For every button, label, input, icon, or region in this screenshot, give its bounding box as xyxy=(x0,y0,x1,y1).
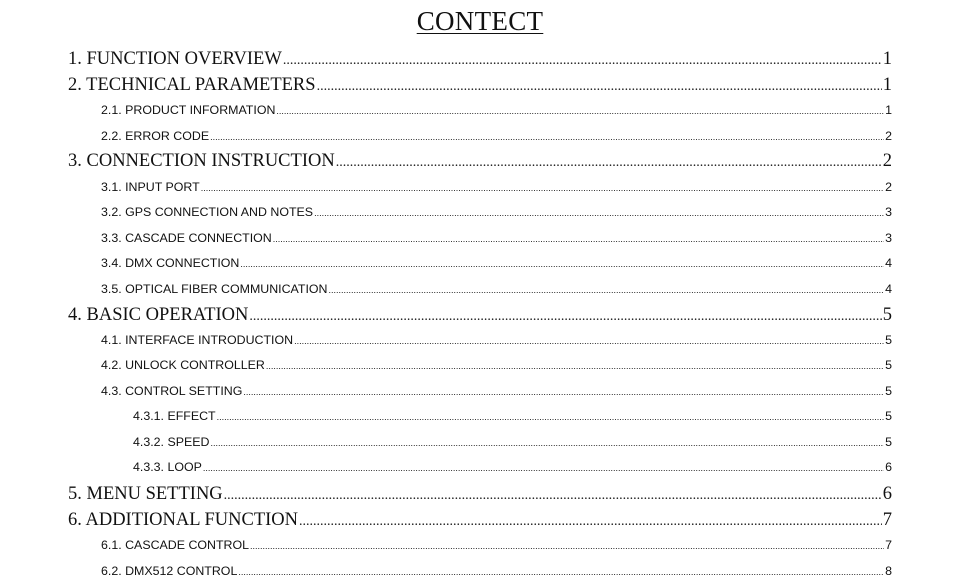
toc-page-number: 4 xyxy=(885,256,892,270)
dot-leader xyxy=(314,204,884,221)
toc-entry-label: 1. FUNCTION OVERVIEW xyxy=(68,49,282,69)
toc-page-number: 8 xyxy=(885,564,892,578)
toc-entry-label: 3.4. DMX CONNECTION xyxy=(101,256,240,270)
dot-leader xyxy=(266,357,884,374)
dot-leader xyxy=(273,230,884,247)
dot-leader xyxy=(329,281,885,298)
toc-entry-5[interactable] xyxy=(68,483,892,505)
page-title: CONTECT xyxy=(416,6,544,36)
toc-entry-label: 5. MENU SETTING xyxy=(68,484,223,504)
toc-page-number: 5 xyxy=(885,435,892,449)
toc-entry-label: 4.2. UNLOCK CONTROLLER xyxy=(101,358,265,372)
toc-entry-2-1[interactable] xyxy=(101,101,892,119)
toc-page-number: 1 xyxy=(882,49,892,69)
toc-entry-label: 6.1. CASCADE CONTROL xyxy=(101,538,250,552)
toc-entry-label: 3.5. OPTICAL FIBER COMMUNICATION xyxy=(101,282,328,296)
dot-leader xyxy=(317,76,882,96)
toc-entry-3-3[interactable] xyxy=(101,229,892,247)
dot-leader xyxy=(217,408,884,425)
toc-entry-label: 3.2. GPS CONNECTION AND NOTES xyxy=(101,205,314,219)
dot-leader xyxy=(240,255,884,272)
toc-entry-label: 4.3.1. EFFECT xyxy=(133,409,216,423)
toc-entry-6-2[interactable] xyxy=(101,562,892,580)
toc-entry-3[interactable] xyxy=(68,150,892,172)
toc-page-number: 1 xyxy=(882,75,892,95)
toc-entry-2[interactable] xyxy=(68,74,892,96)
toc-entry-3-2[interactable] xyxy=(101,203,892,221)
toc-entry-label: 3.3. CASCADE CONNECTION xyxy=(101,231,272,245)
toc-entry-label: 4.3. CONTROL SETTING xyxy=(101,384,243,398)
toc-page-number: 2 xyxy=(885,129,892,143)
dot-leader xyxy=(201,179,884,196)
toc-page-number: 7 xyxy=(885,538,892,552)
dot-leader xyxy=(276,102,884,119)
dot-leader xyxy=(210,128,884,145)
dot-leader xyxy=(203,459,884,476)
dot-leader xyxy=(336,152,882,172)
toc-entry-label: 4.1. INTERFACE INTRODUCTION xyxy=(101,333,294,347)
toc-entry-3-4[interactable] xyxy=(101,254,892,272)
toc-page-number: 6 xyxy=(882,484,892,504)
toc-entry-4-2[interactable] xyxy=(101,356,892,374)
toc-entry-label: 2.2. ERROR CODE xyxy=(101,129,210,143)
toc-page-number: 5 xyxy=(885,333,892,347)
toc-page-number: 1 xyxy=(885,103,892,117)
toc-entry-label: 6.2. DMX512 CONTROL xyxy=(101,564,238,578)
dot-leader xyxy=(224,485,882,505)
toc-page-number: 5 xyxy=(882,305,892,325)
toc-page-number: 5 xyxy=(885,384,892,398)
toc-entry-label: 6. ADDITIONAL FUNCTION xyxy=(68,510,299,530)
toc-entry-4-3-3[interactable] xyxy=(133,458,892,476)
toc-page-number: 7 xyxy=(882,510,892,530)
toc-page-number: 6 xyxy=(885,460,892,474)
toc-page-number: 3 xyxy=(885,231,892,245)
toc-entry-label: 4.3.2. SPEED xyxy=(133,435,210,449)
toc-entry-label: 2.1. PRODUCT INFORMATION xyxy=(101,103,276,117)
toc-entry-label: 3.1. INPUT PORT xyxy=(101,180,200,194)
dot-leader xyxy=(249,306,881,326)
toc-entry-4[interactable] xyxy=(68,304,892,326)
toc-page-number: 2 xyxy=(885,180,892,194)
dot-leader xyxy=(243,383,884,400)
toc-page-number: 5 xyxy=(885,358,892,372)
toc-entry-3-5[interactable] xyxy=(101,280,892,298)
toc-page-number: 2 xyxy=(882,151,892,171)
dot-leader xyxy=(250,537,884,554)
toc-page-number: 5 xyxy=(885,409,892,423)
dot-leader xyxy=(283,50,882,70)
toc-entry-4-1[interactable] xyxy=(101,331,892,349)
toc-entry-label: 2. TECHNICAL PARAMETERS xyxy=(68,75,316,95)
toc-entry-label: 4. BASIC OPERATION xyxy=(68,305,249,325)
toc-page-number: 4 xyxy=(885,282,892,296)
dot-leader xyxy=(210,434,884,451)
toc-entry-4-3-1[interactable] xyxy=(133,407,892,425)
dot-leader xyxy=(294,332,884,349)
toc-page-number: 3 xyxy=(885,205,892,219)
toc-entry-1[interactable] xyxy=(68,48,892,70)
toc-entry-4-3[interactable] xyxy=(101,382,892,400)
toc-entry-6[interactable] xyxy=(68,509,892,531)
dot-leader xyxy=(238,563,884,580)
toc-entry-label: 4.3.3. LOOP xyxy=(133,460,202,474)
toc-entry-3-1[interactable] xyxy=(101,178,892,196)
toc-entry-4-3-2[interactable] xyxy=(133,433,892,451)
toc-entry-6-1[interactable] xyxy=(101,536,892,554)
dot-leader xyxy=(299,511,882,531)
toc-entry-label: 3. CONNECTION INSTRUCTION xyxy=(68,151,335,171)
toc-entry-2-2[interactable] xyxy=(101,127,892,145)
